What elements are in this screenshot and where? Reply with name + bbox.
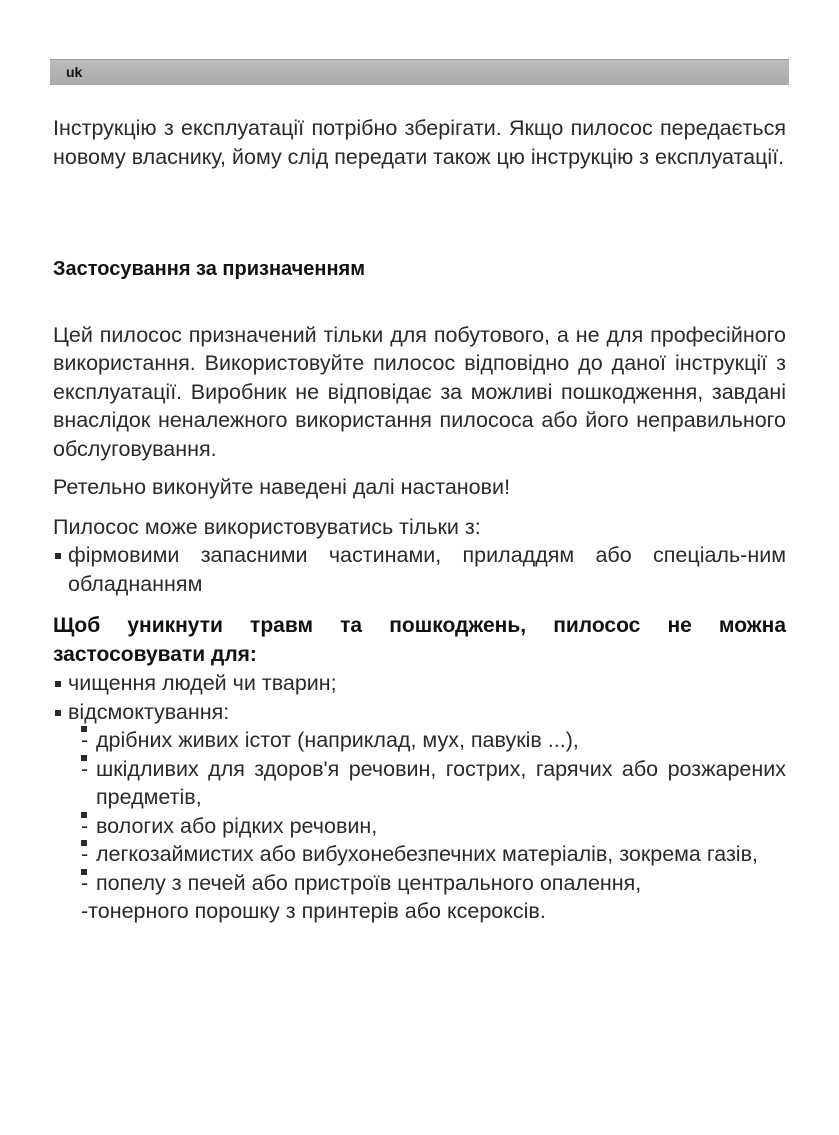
sublist-item: - шкідливих для здоров'я речовин, гострих, гарячих або розжарених предметів, [81,755,786,812]
suction-sublist [68,726,786,926]
intro-paragraph: Інструкцію з експлуатації потрібно зберігати. Якщо пилосос передається новому власнику, йому слід передати також цю інструкцію з експлуатації. [53,116,786,169]
sublist-item: - вологих або рідких речовин, [81,812,786,841]
sublist-item: -тонерного порошку з принтерів або ксероксів. [81,899,546,923]
manual-content [53,114,786,926]
warning-heading: Щоб уникнути травм та пошкоджень, пилосос не можна застосовувати для: [53,614,786,666]
allowed-use-intro: Пилосос може використовуватись тільки з: [53,514,481,539]
list-item: фірмовими запасними частинами, приладдям або спеціаль-ним обладнанням [53,541,786,598]
language-header-bar [50,59,789,85]
sublist-item: - попелу з печей або пристроїв центрального опалення, [81,869,786,898]
instructions-note: Ретельно виконуйте наведені далі настанови! [53,475,511,499]
section-heading: Застосування за призначенням [53,258,366,280]
language-code: uk [66,64,83,80]
usage-paragraph: Цей пилосос призначений тільки для побутового, а не для професійного використання. Використовуйте пилосос відповідно до даної інструкції з експлуатації. Виробник не відповідає за можливі пошкодження, завдані внаслідок неналежного використання пилососа або його неправильного обслуговування. [53,322,786,461]
prohibited-use-list [53,669,786,926]
sublist-item: - легкозаймистих або вибухонебезпечних матеріалів, зокрема газів, [81,840,786,869]
allowed-use-list [53,541,786,598]
list-item [53,698,786,926]
sublist-item: - дрібних живих істот (наприклад, мух, павуків ...), [81,726,786,755]
list-item: чищення людей чи тварин; [53,669,786,698]
list-item-label: відсмоктування: [68,699,230,724]
